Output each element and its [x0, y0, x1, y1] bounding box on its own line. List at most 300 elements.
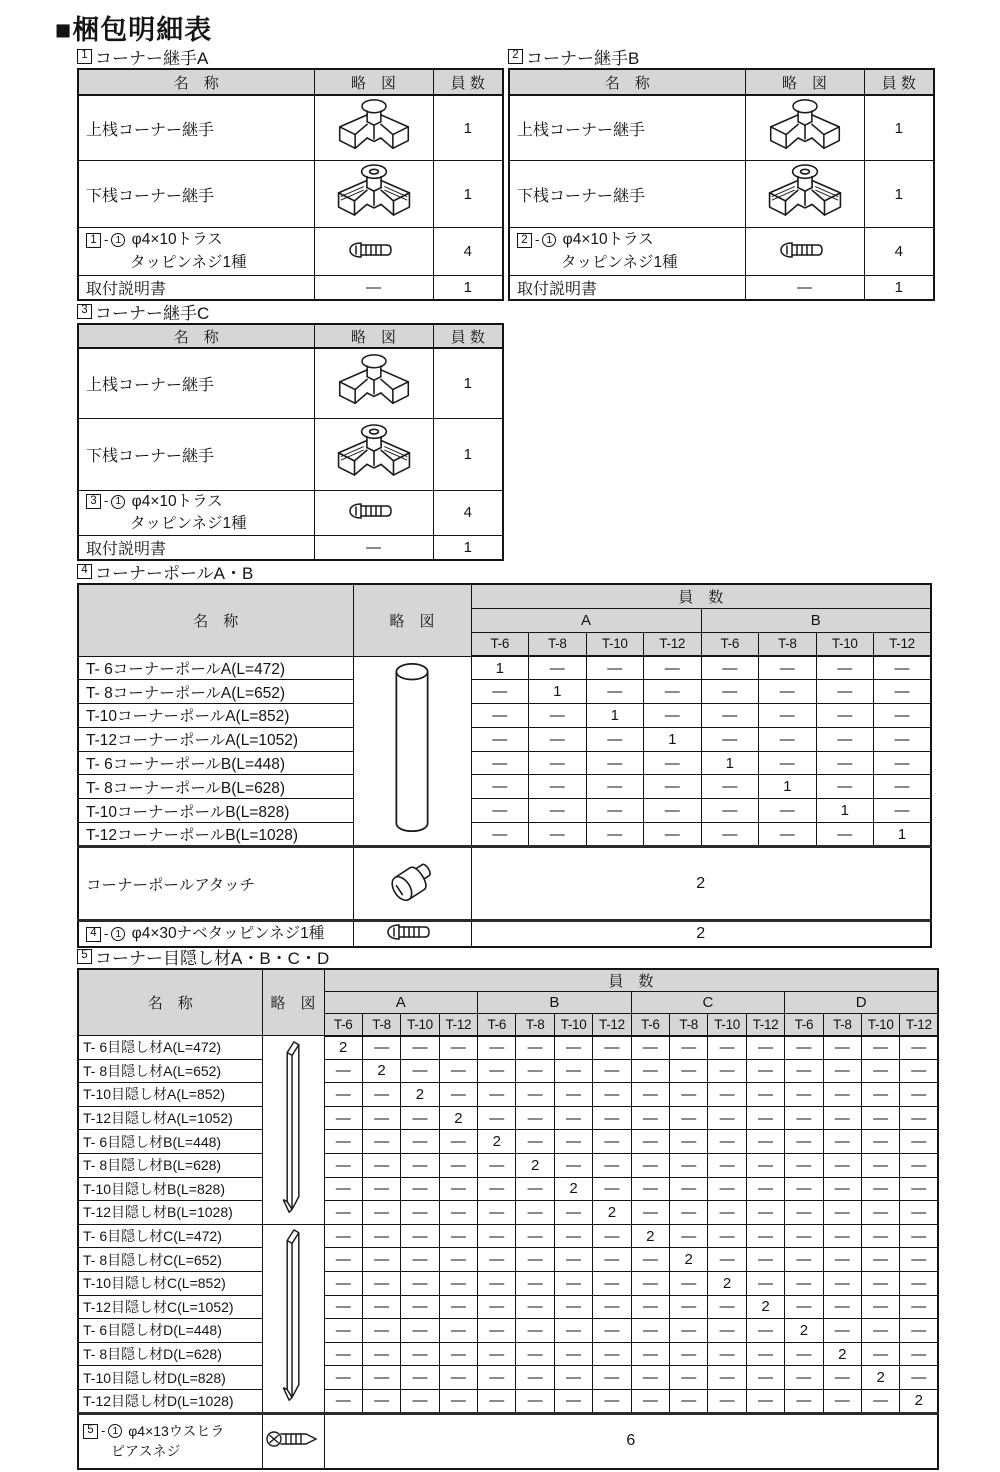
- qty-value-cell: ―: [631, 1319, 669, 1343]
- qty-value-cell: ―: [816, 823, 874, 847]
- qty-value-cell: ―: [586, 680, 644, 704]
- part-name-cell: [78, 228, 314, 276]
- size-header: T-12: [593, 1014, 631, 1036]
- qty-value-cell: 2: [670, 1248, 708, 1272]
- section-corner-joint-a: [77, 46, 504, 301]
- size-header: T-6: [324, 1014, 362, 1036]
- qty-value-cell: ―: [439, 1177, 477, 1201]
- col-header-sketch: 略 図: [745, 69, 864, 95]
- qty-value-cell: ―: [816, 680, 874, 704]
- col-header-name: 名 称: [78, 324, 314, 348]
- table-row: [78, 680, 931, 704]
- qty-value-cell: ―: [670, 1342, 708, 1366]
- size-header: T-12: [874, 632, 932, 656]
- qty-value-cell: ―: [670, 1201, 708, 1225]
- qty-value-cell: ―: [874, 751, 932, 775]
- qty-value-cell: ―: [362, 1248, 400, 1272]
- qty-value-cell: ―: [324, 1366, 362, 1390]
- qty-value-cell: 1: [759, 775, 817, 799]
- qty-cell: 1: [433, 276, 503, 301]
- qty-value-cell: ―: [759, 799, 817, 823]
- qty-value-cell: ―: [471, 751, 529, 775]
- size-header: T-8: [670, 1014, 708, 1036]
- sketch-cell: [745, 161, 864, 228]
- qty-value-cell: ―: [362, 1389, 400, 1413]
- qty-value-cell: ―: [478, 1295, 516, 1319]
- size-header: T-10: [816, 632, 874, 656]
- col-header-sketch: 略 図: [314, 69, 433, 95]
- qty-value-cell: ―: [861, 1036, 899, 1060]
- qty-value-cell: ―: [516, 1201, 554, 1225]
- qty-group-header: B: [701, 608, 931, 632]
- qty-value-cell: 2: [746, 1295, 784, 1319]
- qty-value-cell: ―: [701, 823, 759, 847]
- qty-value-cell: ―: [586, 799, 644, 823]
- qty-value-cell: ―: [401, 1248, 439, 1272]
- table-row: [78, 1295, 938, 1319]
- tag-separator: -: [104, 231, 109, 247]
- qty-value-cell: ―: [593, 1342, 631, 1366]
- qty-value-cell: ―: [516, 1059, 554, 1083]
- part-name: 上桟コーナー継手: [517, 121, 646, 139]
- size-header: T-10: [401, 1014, 439, 1036]
- qty-value-cell: ―: [644, 823, 702, 847]
- qty-value-cell: ―: [401, 1036, 439, 1060]
- part-name: 上桟コーナー継手: [86, 376, 215, 394]
- qty-cell: 1: [433, 418, 503, 490]
- size-header: T-8: [823, 1014, 861, 1036]
- sketch-cell: [314, 161, 433, 228]
- qty-value-cell: ―: [874, 656, 932, 680]
- qty-value-cell: ―: [478, 1389, 516, 1413]
- qty-value-cell: 2: [401, 1083, 439, 1107]
- qty-value-cell: ―: [708, 1295, 746, 1319]
- qty-value-cell: ―: [670, 1271, 708, 1295]
- sketch-cell: [745, 228, 864, 276]
- qty-value-cell: ―: [478, 1059, 516, 1083]
- qty-value-cell: ―: [516, 1295, 554, 1319]
- table-row: [78, 95, 503, 161]
- qty-value-cell: ―: [785, 1083, 823, 1107]
- section-corner-joint-b: [508, 46, 935, 301]
- size-header: T-10: [708, 1014, 746, 1036]
- qty-value-cell: ―: [362, 1106, 400, 1130]
- qty-value-cell: ―: [785, 1153, 823, 1177]
- qty-value-cell: ―: [900, 1153, 938, 1177]
- table-caption-corner-screen: [77, 946, 939, 966]
- qty-value-cell: ―: [471, 823, 529, 847]
- qty-value-cell: ―: [785, 1130, 823, 1154]
- sketch-cell: [314, 276, 433, 301]
- qty-value-cell: ―: [759, 823, 817, 847]
- sketch-cell: [314, 418, 433, 490]
- parts-table: [77, 583, 932, 948]
- screen-angle-icon: [276, 1037, 310, 1219]
- qty-value-cell: ―: [516, 1271, 554, 1295]
- qty-value-cell: ―: [816, 751, 874, 775]
- qty-value-cell: ―: [816, 727, 874, 751]
- qty-cell: 1: [864, 161, 934, 228]
- header-row: [509, 69, 934, 95]
- col-header-sketch: 略 図: [314, 324, 433, 348]
- qty-value-cell: ―: [823, 1389, 861, 1413]
- qty-value-cell: ―: [631, 1153, 669, 1177]
- qty-value-cell: ―: [631, 1130, 669, 1154]
- truss-screw-icon: [778, 240, 832, 260]
- header-row: [78, 584, 931, 608]
- qty-value-cell: ―: [516, 1389, 554, 1413]
- qty-value-cell: ―: [324, 1224, 362, 1248]
- dash-mark: ―: [797, 279, 812, 296]
- qty-value-cell: ―: [631, 1271, 669, 1295]
- part-name: 取付説明書: [86, 541, 167, 559]
- qty-value-cell: ―: [324, 1201, 362, 1225]
- part-name-cell: T- 6目隠し材D(L=448): [78, 1319, 262, 1343]
- col-header-qty: 員 数: [433, 69, 503, 95]
- qty-value-cell: ―: [554, 1036, 592, 1060]
- qty-value-cell: ―: [708, 1201, 746, 1225]
- part-name-cell: T-12目隠し材A(L=1052): [78, 1106, 262, 1130]
- qty-value-cell: ―: [823, 1106, 861, 1130]
- qty-value-cell: ―: [823, 1295, 861, 1319]
- qty-value-cell: ―: [631, 1083, 669, 1107]
- qty-value-cell: ―: [644, 656, 702, 680]
- table-row: [78, 1366, 938, 1390]
- qty-value-cell: ―: [593, 1271, 631, 1295]
- qty-value-cell: ―: [529, 656, 587, 680]
- table-title: コーナーポールA・B: [95, 563, 254, 583]
- qty-value-cell: ―: [785, 1177, 823, 1201]
- table-row: [78, 276, 503, 301]
- qty-group-header: A: [471, 608, 701, 632]
- qty-group-header: D: [785, 992, 939, 1014]
- qty-value-cell: ―: [362, 1319, 400, 1343]
- qty-value-cell: ―: [746, 1153, 784, 1177]
- qty-value-cell: ―: [900, 1130, 938, 1154]
- qty-value-cell: ―: [900, 1248, 938, 1272]
- qty-value-cell: ―: [861, 1271, 899, 1295]
- qty-cell: 1: [433, 348, 503, 418]
- table-row: [78, 775, 931, 799]
- qty-value-cell: ―: [516, 1342, 554, 1366]
- table-row: [78, 1413, 938, 1469]
- qty-value-cell: ―: [516, 1130, 554, 1154]
- qty-value-cell: ―: [554, 1153, 592, 1177]
- table-row: [78, 1059, 938, 1083]
- qty-value-cell: 1: [874, 823, 932, 847]
- size-header: T-6: [471, 632, 529, 656]
- corner-joint-a-table: [77, 68, 504, 301]
- qty-value-cell: 1: [701, 751, 759, 775]
- qty-value-cell: ―: [900, 1366, 938, 1390]
- qty-value-cell: ―: [516, 1366, 554, 1390]
- qty-value-cell: ―: [785, 1248, 823, 1272]
- qty-value-cell: ―: [593, 1366, 631, 1390]
- qty-value-cell: ―: [401, 1177, 439, 1201]
- qty-value-cell: 2: [708, 1271, 746, 1295]
- qty-value-cell: ―: [516, 1319, 554, 1343]
- table-title: コーナー目隠し材A・B・C・D: [95, 948, 330, 968]
- circle-number-icon: 1: [111, 927, 125, 941]
- tag-separator: -: [535, 231, 540, 247]
- size-header: T-10: [586, 632, 644, 656]
- qty-value-cell: ―: [708, 1366, 746, 1390]
- qty-value-cell: ―: [401, 1295, 439, 1319]
- qty-value-cell: ―: [785, 1059, 823, 1083]
- qty-value-cell: ―: [644, 704, 702, 728]
- corner-joint-b-table: [508, 68, 935, 301]
- qty-value-cell: 2: [478, 1130, 516, 1154]
- qty-value-cell: 1: [816, 799, 874, 823]
- col-header-qty: 員 数: [471, 584, 931, 608]
- qty-value-cell: ―: [708, 1106, 746, 1130]
- circle-number-icon: 1: [111, 495, 125, 509]
- part-name-cell: T-12コーナーポールB(L=1028): [78, 823, 353, 847]
- qty-value-cell: ―: [631, 1036, 669, 1060]
- qty-value-cell: ―: [593, 1248, 631, 1272]
- qty-cell: 1: [864, 95, 934, 161]
- table-title: コーナー継手A: [95, 48, 209, 68]
- col-header-sketch: 略 図: [262, 969, 324, 1036]
- qty-value-cell: ―: [554, 1295, 592, 1319]
- qty-value-cell: ―: [701, 727, 759, 751]
- qty-value-cell: ―: [586, 775, 644, 799]
- qty-value-cell: ―: [529, 775, 587, 799]
- table-row: [78, 751, 931, 775]
- qty-value-cell: ―: [362, 1295, 400, 1319]
- qty-cell: 2: [471, 921, 931, 948]
- qty-value-cell: ―: [478, 1106, 516, 1130]
- part-name-cell: T-12目隠し材D(L=1028): [78, 1389, 262, 1413]
- table-caption-corner-joint-b: [508, 46, 935, 66]
- qty-value-cell: ―: [759, 680, 817, 704]
- sketch-cell: [262, 1413, 324, 1469]
- part-name: 下桟コーナー継手: [86, 187, 215, 205]
- header-row: [78, 69, 503, 95]
- qty-value-cell: ―: [861, 1389, 899, 1413]
- header-row: [78, 969, 938, 992]
- qty-value-cell: ―: [759, 704, 817, 728]
- table-row: [78, 727, 931, 751]
- qty-value-cell: ―: [746, 1130, 784, 1154]
- table-row: [78, 161, 503, 228]
- qty-value-cell: ―: [478, 1366, 516, 1390]
- part-name-cell: T- 8コーナーポールA(L=652): [78, 680, 353, 704]
- qty-value-cell: ―: [670, 1319, 708, 1343]
- table-row: [78, 1130, 938, 1154]
- qty-value-cell: ―: [362, 1036, 400, 1060]
- qty-value-cell: ―: [861, 1059, 899, 1083]
- qty-value-cell: ―: [362, 1271, 400, 1295]
- piercing-screw-icon: [264, 1429, 322, 1449]
- truss-screw-icon: [347, 240, 401, 260]
- qty-value-cell: 2: [324, 1036, 362, 1060]
- qty-value-cell: ―: [631, 1177, 669, 1201]
- qty-value-cell: ―: [631, 1342, 669, 1366]
- qty-value-cell: ―: [439, 1271, 477, 1295]
- qty-value-cell: ―: [478, 1177, 516, 1201]
- parts-table: [77, 323, 504, 561]
- qty-value-cell: ―: [670, 1153, 708, 1177]
- tag-separator: -: [104, 925, 109, 941]
- qty-value-cell: ―: [874, 775, 932, 799]
- part-name: 1 - 1 φ4×10トラス タッピンネジ1種: [86, 229, 314, 274]
- table-row: [78, 1248, 938, 1272]
- qty-value-cell: ―: [746, 1319, 784, 1343]
- sketch-cell: [262, 1036, 324, 1225]
- lower-corner-joint-icon: [757, 161, 853, 223]
- box-number-icon: 5: [77, 949, 92, 964]
- qty-value-cell: ―: [631, 1295, 669, 1319]
- table-row: [78, 418, 503, 490]
- qty-value-cell: ―: [324, 1389, 362, 1413]
- qty-value-cell: ―: [593, 1295, 631, 1319]
- qty-value-cell: ―: [670, 1036, 708, 1060]
- qty-value-cell: ―: [593, 1036, 631, 1060]
- qty-value-cell: ―: [670, 1366, 708, 1390]
- qty-value-cell: ―: [785, 1271, 823, 1295]
- qty-value-cell: ―: [516, 1036, 554, 1060]
- col-header-sketch: 略 図: [353, 584, 471, 656]
- parts-table: [508, 68, 935, 301]
- qty-value-cell: ―: [900, 1201, 938, 1225]
- qty-group-header: A: [324, 992, 478, 1014]
- qty-value-cell: ―: [708, 1319, 746, 1343]
- part-name-cell: T-10コーナーポールB(L=828): [78, 799, 353, 823]
- part-name: 取付説明書: [86, 281, 167, 298]
- qty-value-cell: ―: [586, 727, 644, 751]
- table-row: [78, 536, 503, 561]
- qty-value-cell: ―: [471, 704, 529, 728]
- qty-value-cell: ―: [554, 1224, 592, 1248]
- qty-value-cell: ―: [471, 775, 529, 799]
- qty-value-cell: ―: [823, 1271, 861, 1295]
- qty-value-cell: ―: [362, 1177, 400, 1201]
- qty-value-cell: ―: [900, 1177, 938, 1201]
- qty-value-cell: 2: [554, 1177, 592, 1201]
- table-row: [78, 1271, 938, 1295]
- table-row: [509, 228, 934, 276]
- circle-number-icon: 1: [542, 233, 556, 247]
- qty-value-cell: ―: [823, 1130, 861, 1154]
- table-row: [78, 1036, 938, 1060]
- qty-value-cell: ―: [478, 1248, 516, 1272]
- qty-value-cell: ―: [516, 1083, 554, 1107]
- pole-attach-icon: [384, 853, 440, 911]
- qty-value-cell: ―: [644, 799, 702, 823]
- part-name-cell: [509, 95, 745, 161]
- part-name-cell: [78, 536, 314, 561]
- qty-value-cell: 2: [900, 1389, 938, 1413]
- sketch-cell: [314, 490, 433, 536]
- qty-value-cell: ―: [644, 775, 702, 799]
- table-caption-corner-joint-c: [77, 301, 504, 321]
- truss-screw-icon: [347, 501, 401, 521]
- qty-value-cell: ―: [593, 1224, 631, 1248]
- part-name: 取付説明書: [517, 281, 598, 298]
- qty-value-cell: ―: [516, 1248, 554, 1272]
- dash-mark: ―: [366, 539, 381, 557]
- qty-value-cell: ―: [401, 1130, 439, 1154]
- qty-value-cell: ―: [439, 1059, 477, 1083]
- qty-value-cell: ―: [823, 1248, 861, 1272]
- box-number-icon: 1: [77, 49, 92, 64]
- qty-value-cell: ―: [439, 1224, 477, 1248]
- qty-value-cell: ―: [874, 680, 932, 704]
- qty-value-cell: ―: [708, 1389, 746, 1413]
- qty-value-cell: ―: [861, 1177, 899, 1201]
- box-number-icon: 2: [517, 233, 532, 248]
- qty-value-cell: 2: [823, 1342, 861, 1366]
- qty-value-cell: 2: [861, 1366, 899, 1390]
- table-row: [78, 823, 931, 847]
- qty-value-cell: ―: [816, 775, 874, 799]
- size-header: T-8: [516, 1014, 554, 1036]
- box-number-icon: 1: [86, 233, 101, 248]
- table-row: [78, 847, 931, 921]
- qty-value-cell: ―: [529, 727, 587, 751]
- col-header-qty: 員 数: [864, 69, 934, 95]
- part-name-cell: T-10目隠し材B(L=828): [78, 1177, 262, 1201]
- qty-value-cell: ―: [746, 1201, 784, 1225]
- table-row: [78, 1224, 938, 1248]
- qty-value-cell: ―: [401, 1201, 439, 1225]
- qty-cell: 4: [433, 228, 503, 276]
- qty-value-cell: ―: [554, 1248, 592, 1272]
- qty-value-cell: ―: [785, 1036, 823, 1060]
- qty-value-cell: ―: [478, 1201, 516, 1225]
- qty-value-cell: 2: [362, 1059, 400, 1083]
- qty-value-cell: ―: [478, 1083, 516, 1107]
- qty-value-cell: ―: [670, 1083, 708, 1107]
- qty-value-cell: ―: [554, 1366, 592, 1390]
- qty-value-cell: ―: [644, 680, 702, 704]
- qty-value-cell: ―: [823, 1036, 861, 1060]
- qty-value-cell: ―: [708, 1130, 746, 1154]
- size-header: T-12: [900, 1014, 938, 1036]
- qty-value-cell: ―: [631, 1059, 669, 1083]
- qty-value-cell: ―: [631, 1389, 669, 1413]
- part-name-cell: T-10目隠し材A(L=852): [78, 1083, 262, 1107]
- qty-value-cell: ―: [439, 1319, 477, 1343]
- qty-value-cell: ―: [823, 1083, 861, 1107]
- qty-value-cell: ―: [759, 751, 817, 775]
- qty-value-cell: ―: [816, 704, 874, 728]
- col-header-name: 名 称: [509, 69, 745, 95]
- table-row: [78, 348, 503, 418]
- size-header: T-12: [644, 632, 702, 656]
- qty-cell: 1: [433, 95, 503, 161]
- qty-value-cell: ―: [593, 1319, 631, 1343]
- qty-value-cell: ―: [900, 1036, 938, 1060]
- qty-value-cell: ―: [785, 1224, 823, 1248]
- size-header: T-8: [362, 1014, 400, 1036]
- table-title: コーナー継手C: [95, 303, 210, 323]
- qty-value-cell: ―: [324, 1342, 362, 1366]
- qty-value-cell: ―: [785, 1295, 823, 1319]
- corner-pole-icon: [389, 659, 435, 839]
- qty-value-cell: ―: [746, 1224, 784, 1248]
- qty-value-cell: ―: [644, 751, 702, 775]
- corner-screen-table: [77, 968, 939, 1470]
- part-name-cell: [78, 348, 314, 418]
- qty-value-cell: ―: [516, 1106, 554, 1130]
- section-corner-pole: [77, 561, 932, 948]
- qty-value-cell: ―: [324, 1295, 362, 1319]
- qty-value-cell: ―: [670, 1177, 708, 1201]
- qty-value-cell: ―: [708, 1083, 746, 1107]
- col-header-name: 名 称: [78, 69, 314, 95]
